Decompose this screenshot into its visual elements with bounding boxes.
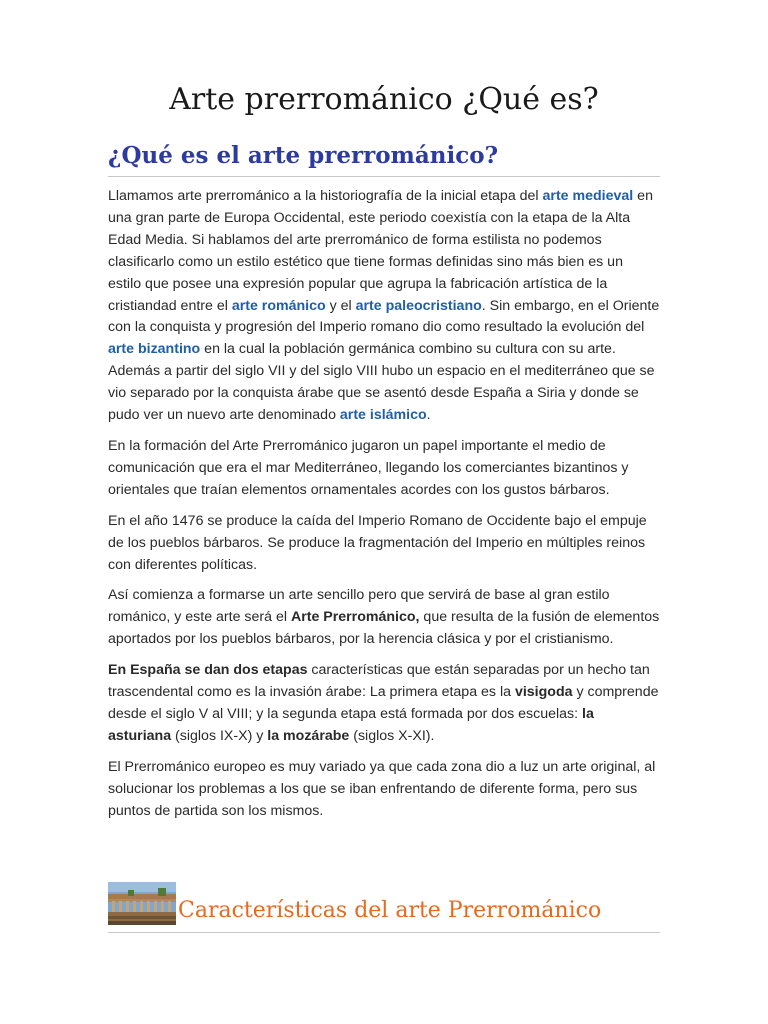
characteristics-section: [108, 882, 660, 930]
bold-asturiana: la asturiana: [108, 705, 594, 744]
heading-divider: [108, 932, 660, 933]
text-run: Así comienza a formarse un arte sencillo pero que servirá de base al gran estilo románico, y este arte será el: [108, 587, 610, 626]
bold-arte-prerromanico: Arte Prerrománico,: [290, 609, 420, 626]
paragraph-caida-imperio: En el año 1476 se produce la caída del Imperio Romano de Occidente bajo el empuje de los pueblos bárbaros. Se produce la fragmentación del Imperio en múltiples reinos con diferentes políticas.: [108, 512, 647, 573]
text-run: que resulta de la fusión de elementos aportados por los pueblos bárbaros, por la herencia clásica y por el cristianismo.: [108, 609, 660, 648]
text-run: . Sin embargo, en el Oriente con la conquista y progresión del Imperio romano dio como resultado la evolución del: [108, 297, 660, 336]
text-run: (siglos IX-X) y: [171, 727, 268, 744]
link-arte-medieval[interactable]: arte medieval: [542, 188, 634, 204]
text-run: características que están separadas por un hecho tan trascendental como es la invasión árabe: La primera etapa es la: [108, 662, 650, 701]
document-title: Arte prerrománico ¿Qué es?: [169, 82, 599, 117]
link-arte-paleocristiano[interactable]: arte paleocristiano: [355, 297, 482, 314]
article-body: [108, 186, 660, 831]
paragraph-prerromanico-europeo: El Prerrománico europeo es muy variado ya que cada zona dio a luz un arte original, al solucionar los problemas a los que se iban enfrentando de diferente forma, pero sus puntos de partida son los mismos.: [108, 758, 656, 819]
roman-ruins-photo-icon: [108, 882, 176, 925]
text-run: Llamamos arte prerrománico a la historiografía de la inicial etapa del: [108, 188, 543, 204]
bold-mozarabe: la mozárabe: [267, 727, 350, 744]
paragraph-espana-etapas: [108, 660, 660, 748]
text-run: en una gran parte de Europa Occidental, este periodo coexistía con la etapa de la Alta Edad Media. Si hablamos del arte prerrománico de forma estilista no podemos clasificarlo como un estilo estético que tiene formas definidas sino más bien es un estilo que posee una expresión popular que agrupa la fabricación artística de la cristiandad entre el: [108, 188, 653, 314]
text-run: y comprende desde el siglo V al VIII; y la segunda etapa está formada por dos escuelas:: [108, 684, 659, 722]
bold-dos-etapas: En España se dan dos etapas: [108, 662, 308, 679]
link-arte-romanico[interactable]: arte románico: [231, 297, 326, 314]
text-run: y el: [325, 297, 356, 314]
section-heading-caracteristicas: Características del arte Prerrománico: [178, 898, 602, 923]
link-arte-bizantino[interactable]: arte bizantino: [108, 341, 201, 358]
paragraph-intro: [108, 186, 660, 427]
section-heading: ¿Qué es el arte prerrománico?: [108, 142, 499, 169]
link-arte-islamico[interactable]: arte islámico: [339, 407, 427, 424]
text-run: (siglos X-XI).: [349, 727, 435, 744]
text-run: .: [426, 407, 431, 424]
paragraph-arte-sencillo: [108, 585, 660, 651]
bold-visigoda: visigoda: [514, 684, 573, 701]
heading-divider: [108, 176, 660, 177]
paragraph-mediterraneo: En la formación del Arte Prerrománico jugaron un papel importante el medio de comunicación que era el mar Mediterráneo, llegando los comerciantes bizantinos y orientales que traían elementos ornamentales acordes con los gustos bárbaros.: [108, 437, 629, 498]
text-run: en la cual la población germánica combino su cultura con su arte. Además a partir del siglo VII y del siglo VIII hubo un espacio en el mediterráneo que se vio separado por la conquista árabe que se asentó desde España a Siria y donde se pudo ver un nuevo arte denominado: [108, 341, 655, 424]
